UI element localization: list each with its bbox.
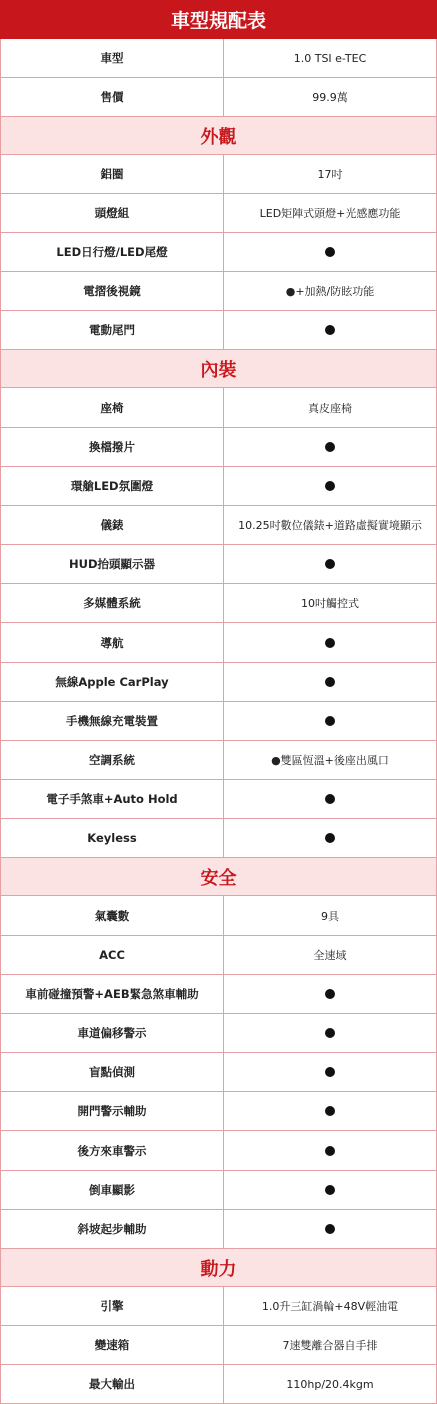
spec-label: 無線Apple CarPlay xyxy=(1,663,224,701)
spec-value-equipped xyxy=(224,702,436,740)
equipped-dot-icon xyxy=(325,1106,335,1116)
spec-value-equipped xyxy=(224,975,436,1013)
equipped-dot-icon xyxy=(325,1185,335,1195)
spec-label: 倒車顯影 xyxy=(1,1171,224,1209)
section-header: 內裝 xyxy=(0,350,437,388)
spec-label: 後方來車警示 xyxy=(1,1131,224,1170)
spec-value: 1.0升三缸渦輪+48V輕油電 xyxy=(261,1300,399,1313)
spec-value: ●+加熱/防眩功能 xyxy=(285,285,375,298)
spec-label: 車前碰撞預警+AEB緊急煞車輔助 xyxy=(1,975,224,1013)
spec-row xyxy=(0,428,437,467)
spec-label: 導航 xyxy=(1,623,224,662)
spec-label: 斜坡起步輔助 xyxy=(1,1210,224,1248)
spec-label: HUD抬頭顯示器 xyxy=(1,545,224,583)
spec-value: 110hp/20.4kgm xyxy=(286,1377,374,1391)
equipped-dot-icon xyxy=(325,794,335,804)
equipped-dot-icon xyxy=(325,989,335,999)
spec-row xyxy=(0,194,437,233)
spec-label: 電摺後視鏡 xyxy=(1,272,224,310)
section-header: 外觀 xyxy=(0,117,437,155)
equipped-dot-icon xyxy=(325,1067,335,1077)
section-header: 動力 xyxy=(0,1249,437,1287)
equipped-dot-icon xyxy=(325,481,335,491)
spec-row xyxy=(0,1014,437,1053)
spec-value-equipped xyxy=(224,467,436,505)
spec-label: Keyless xyxy=(1,819,224,857)
spec-value-equipped xyxy=(224,623,436,662)
spec-label: 手機無線充電裝置 xyxy=(1,702,224,740)
spec-label: 鋁圈 xyxy=(1,155,224,193)
spec-table-title: 車型規配表 xyxy=(0,0,437,39)
equipped-dot-icon xyxy=(325,559,335,569)
spec-row xyxy=(0,936,437,975)
spec-value-equipped xyxy=(224,233,436,271)
spec-row xyxy=(0,741,437,780)
equipped-dot-icon xyxy=(325,677,335,687)
spec-label: 盲點偵測 xyxy=(1,1053,224,1091)
spec-row xyxy=(0,39,437,78)
spec-value: 99.9萬 xyxy=(312,91,348,104)
spec-row xyxy=(0,467,437,506)
spec-row xyxy=(0,1131,437,1171)
spec-label: 車型 xyxy=(1,39,224,77)
spec-value-equipped xyxy=(224,311,436,349)
spec-row xyxy=(0,702,437,741)
equipped-dot-icon xyxy=(325,442,335,452)
spec-value-equipped xyxy=(224,1210,436,1248)
spec-label: 換檔撥片 xyxy=(1,428,224,466)
equipped-dot-icon xyxy=(325,833,335,843)
spec-row xyxy=(0,780,437,819)
spec-value: 10.25吋數位儀錶+道路虛擬實境顯示 xyxy=(238,519,422,532)
spec-row xyxy=(0,155,437,194)
spec-value-equipped xyxy=(224,819,436,857)
spec-label: 頭燈組 xyxy=(1,194,224,232)
equipped-dot-icon xyxy=(325,1028,335,1038)
spec-label: LED日行燈/LED尾燈 xyxy=(1,233,224,271)
spec-value: 全速域 xyxy=(313,949,347,962)
spec-row xyxy=(0,506,437,545)
spec-value: 10吋觸控式 xyxy=(301,597,359,610)
equipped-dot-icon xyxy=(325,325,335,335)
spec-row xyxy=(0,1326,437,1365)
spec-row xyxy=(0,663,437,702)
spec-row xyxy=(0,388,437,428)
spec-value-equipped xyxy=(224,1171,436,1209)
spec-label: 售價 xyxy=(1,78,224,116)
spec-value: 9具 xyxy=(321,909,339,923)
equipped-dot-icon xyxy=(325,1146,335,1156)
spec-row xyxy=(0,1171,437,1210)
spec-value-equipped xyxy=(224,1053,436,1091)
spec-label: 座椅 xyxy=(1,388,224,427)
spec-value-equipped xyxy=(224,1131,436,1170)
spec-row xyxy=(0,233,437,272)
spec-row xyxy=(0,1053,437,1092)
spec-value: 1.0 TSI e-TEC xyxy=(293,51,367,65)
spec-value-equipped xyxy=(224,1092,436,1130)
spec-label: 多媒體系統 xyxy=(1,584,224,622)
spec-value-equipped xyxy=(224,428,436,466)
spec-row xyxy=(0,78,437,117)
spec-sections xyxy=(0,117,437,1404)
section-header: 安全 xyxy=(0,858,437,896)
spec-row xyxy=(0,1365,437,1404)
basic-info-group xyxy=(0,39,437,117)
spec-row xyxy=(0,896,437,936)
spec-row xyxy=(0,975,437,1014)
spec-label: 電子手煞車+Auto Hold xyxy=(1,780,224,818)
spec-value: 17吋 xyxy=(317,168,343,181)
spec-label: 氣囊數 xyxy=(1,896,224,935)
spec-label: 環艙LED氛圍燈 xyxy=(1,467,224,505)
spec-label: ACC xyxy=(1,936,224,974)
spec-value: 7速雙離合器自手排 xyxy=(282,1339,378,1352)
spec-label: 引擎 xyxy=(1,1287,224,1325)
spec-label: 電動尾門 xyxy=(1,311,224,349)
spec-value-equipped xyxy=(224,663,436,701)
spec-row xyxy=(0,1092,437,1131)
spec-value-equipped xyxy=(224,1014,436,1052)
spec-label: 空調系統 xyxy=(1,741,224,779)
spec-row xyxy=(0,584,437,623)
spec-value: ●雙區恆溫+後座出風口 xyxy=(271,754,389,767)
equipped-dot-icon xyxy=(325,247,335,257)
spec-row xyxy=(0,623,437,663)
spec-label: 車道偏移警示 xyxy=(1,1014,224,1052)
spec-value: 真皮座椅 xyxy=(308,401,352,415)
spec-label: 最大輸出 xyxy=(1,1365,224,1403)
spec-label: 變速箱 xyxy=(1,1326,224,1364)
equipped-dot-icon xyxy=(325,638,335,648)
spec-row xyxy=(0,272,437,311)
spec-value: LED矩陣式頭燈+光感應功能 xyxy=(259,207,401,220)
spec-row xyxy=(0,1287,437,1326)
spec-label: 開門警示輔助 xyxy=(1,1092,224,1130)
spec-row xyxy=(0,545,437,584)
equipped-dot-icon xyxy=(325,716,335,726)
spec-value-equipped xyxy=(224,780,436,818)
equipped-dot-icon xyxy=(325,1224,335,1234)
spec-row xyxy=(0,819,437,858)
spec-row xyxy=(0,311,437,350)
spec-row xyxy=(0,1210,437,1249)
spec-label: 儀錶 xyxy=(1,506,224,544)
spec-value-equipped xyxy=(224,545,436,583)
